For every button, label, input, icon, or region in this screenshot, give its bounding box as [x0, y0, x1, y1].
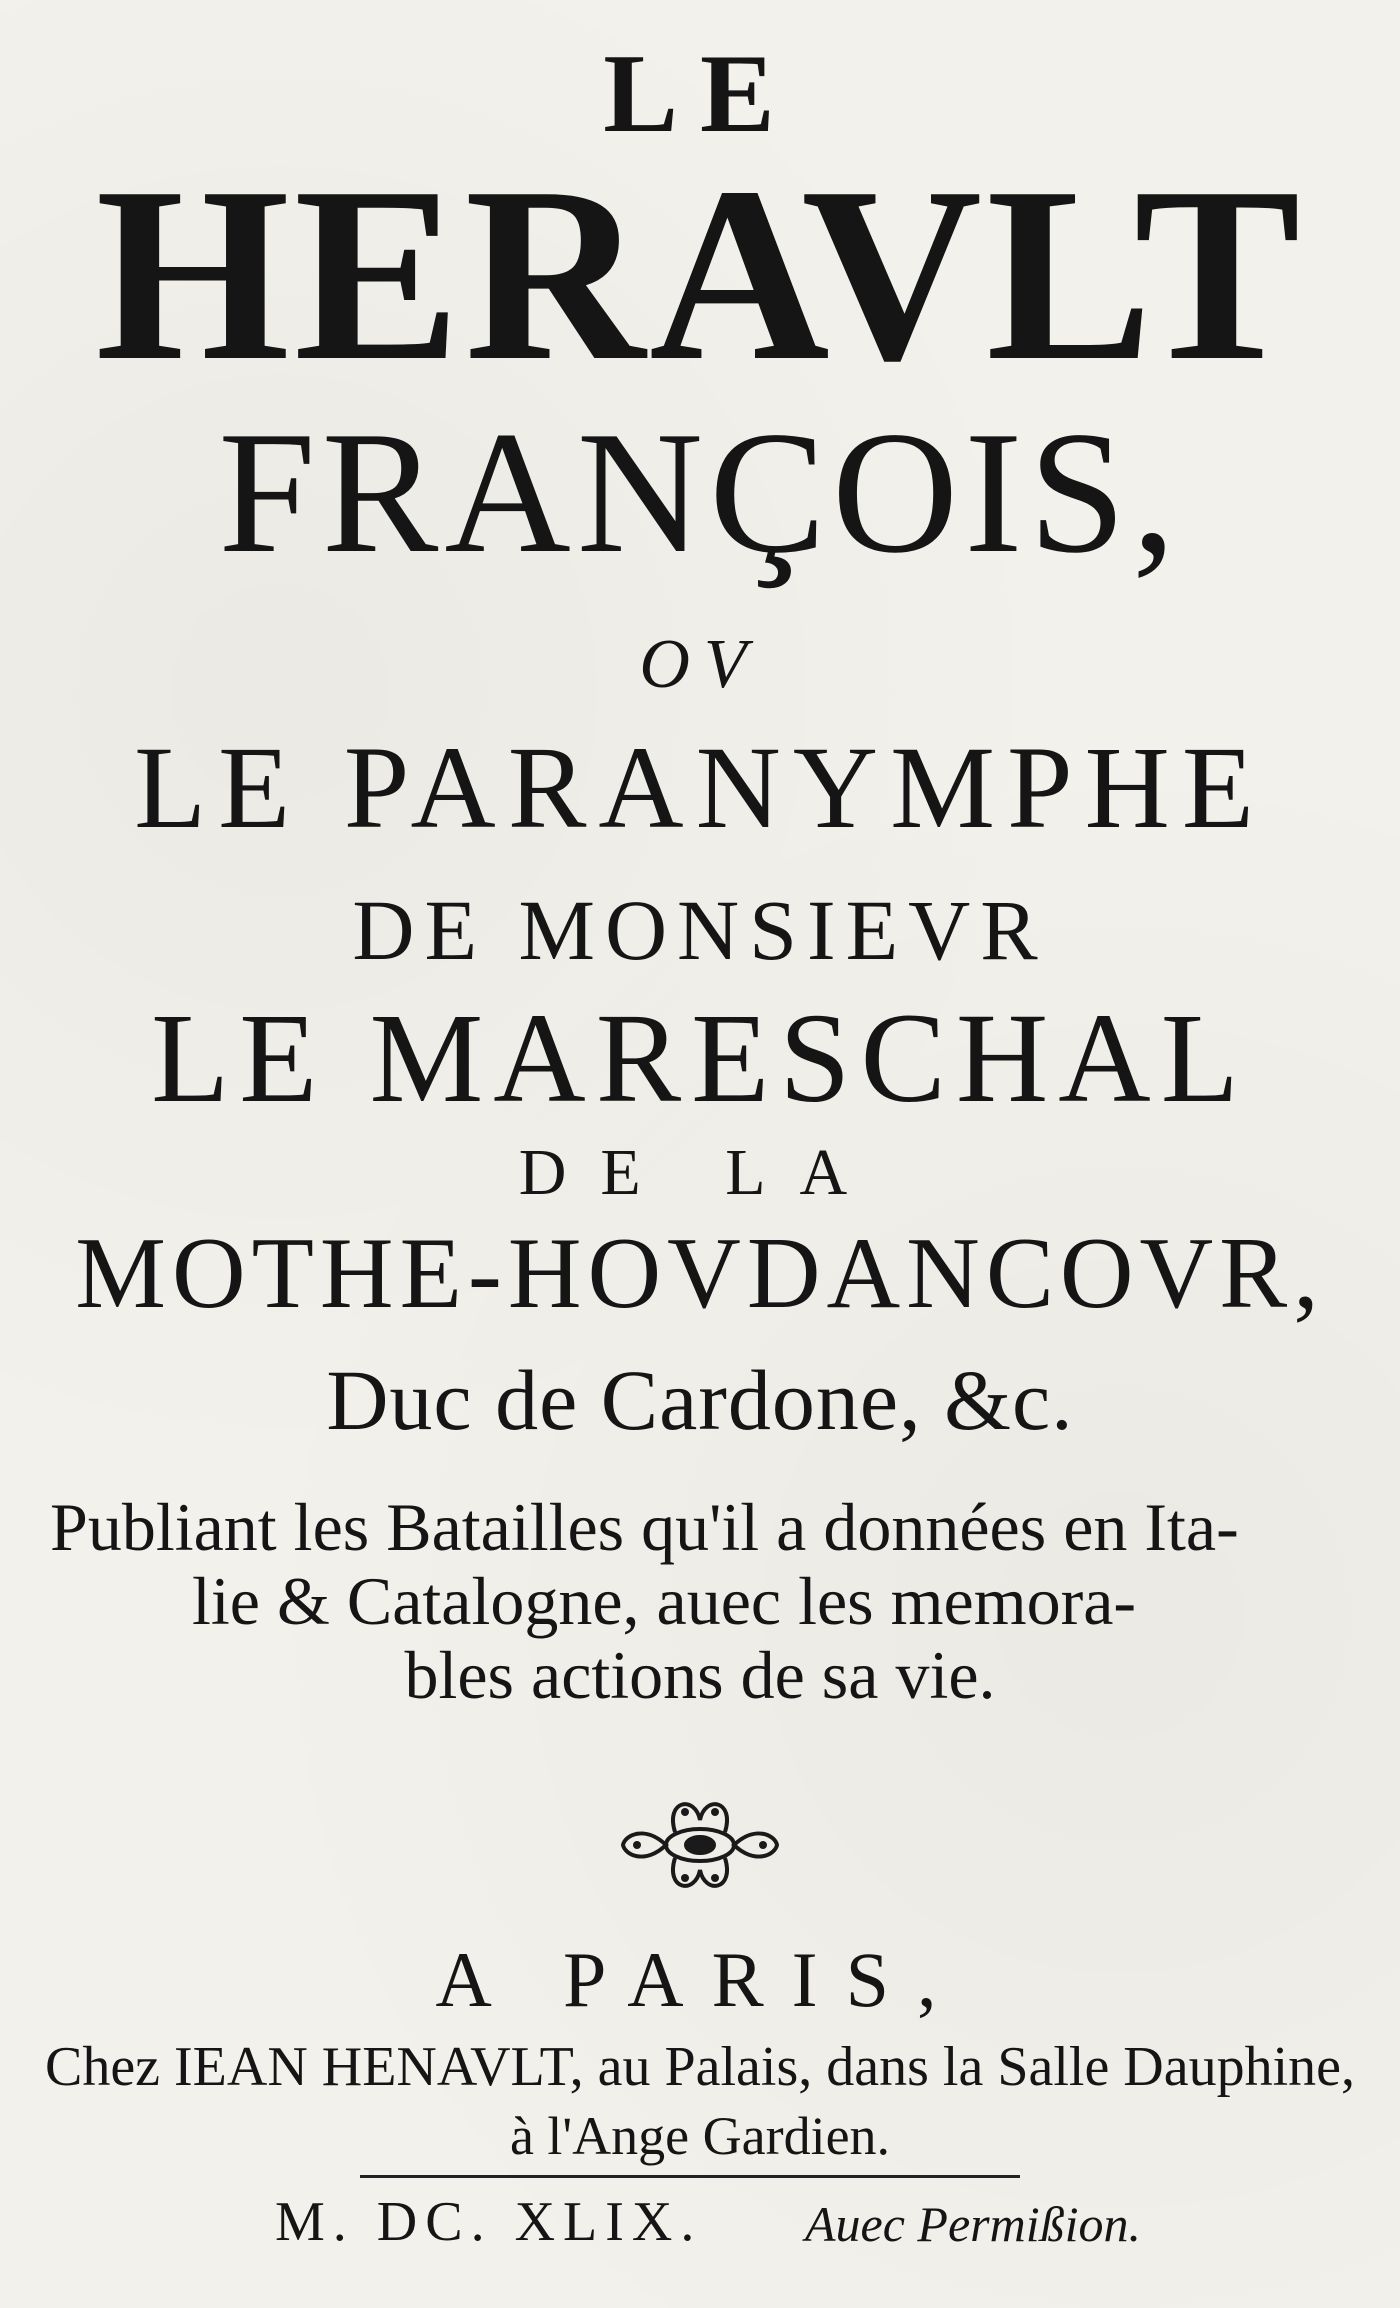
publication-year: M. DC. XLIX. — [275, 2191, 703, 2253]
title-line-duc: Duc de Cardone, &c. — [326, 1352, 1074, 1448]
permission-note: Auec Permißion. — [805, 2196, 1142, 2252]
title-line-dela: DE LA — [518, 1136, 882, 1209]
title-line-francois: FRANÇOIS, — [218, 395, 1182, 589]
description-line-3: bles actions de sa vie. — [404, 1637, 996, 1713]
title-line-ou: OV — [639, 626, 761, 703]
title-line-monsieur: DE MONSIEVR — [352, 882, 1048, 978]
divider-rule — [360, 2175, 1020, 2178]
imprint-city: A PARIS, — [435, 1936, 965, 2023]
imprint-printer: Chez IEAN HENAVLT, au Palais, dans la Salle Dauphine, — [44, 2036, 1356, 2098]
imprint-sign: à l'Ange Gardien. — [509, 2106, 891, 2166]
title-line-le: LE — [603, 32, 797, 156]
title-line-mareschal: LE MARESCHAL — [151, 987, 1249, 1129]
title-line-paranymphe: LE PARANYMPHE — [134, 722, 1266, 853]
description-line-1: Publiant les Batailles qu'il a données en Ita- — [50, 1489, 1239, 1565]
description-line-2: lie & Catalogne, auec les memora- — [192, 1563, 1137, 1639]
flower-ornament-icon — [615, 1790, 785, 1900]
title-line-mothe: MOTHE-HOVDANCOVR, — [75, 1217, 1325, 1330]
title-line-herault: HERAVLT — [95, 136, 1305, 413]
